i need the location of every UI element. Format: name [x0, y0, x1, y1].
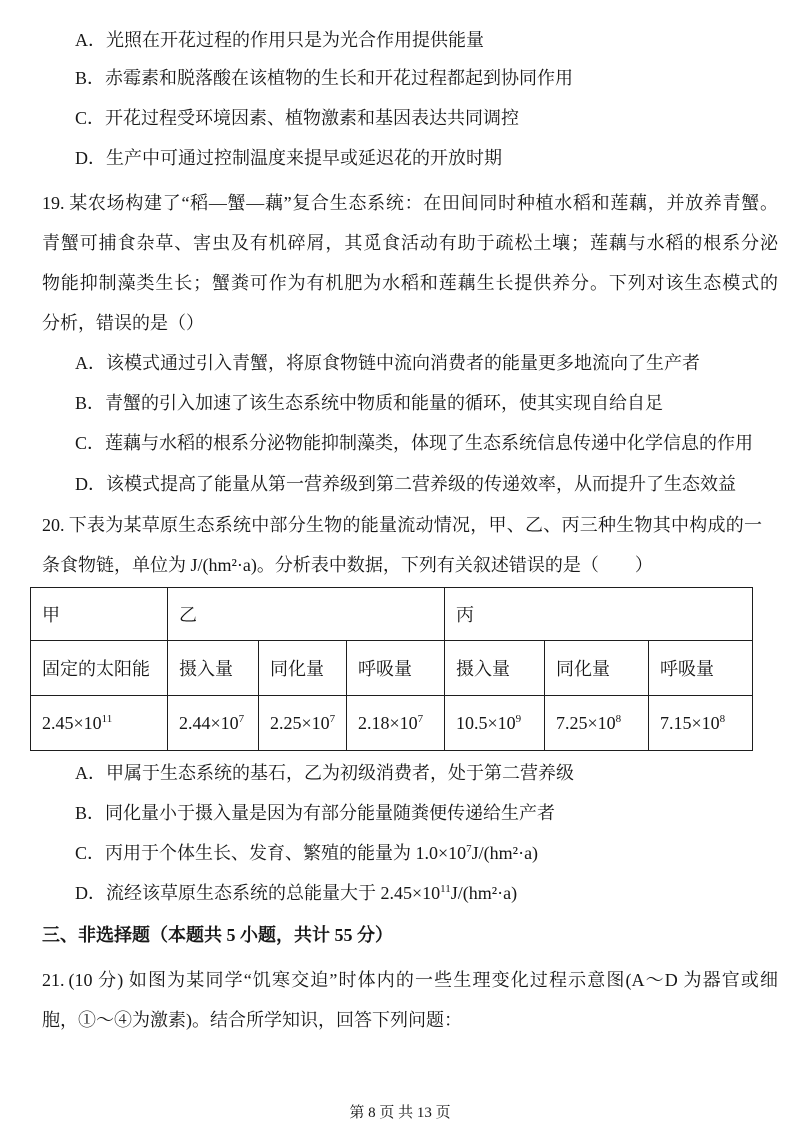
value-exponent: 8 — [615, 712, 622, 725]
option-text: 赤霉素和脱落酸在该植物的生长和开花过程都起到协同作用 — [105, 68, 574, 88]
option-text: 流经该草原生态系统的总能量大于 2.45×10 — [106, 883, 441, 903]
value-cell — [347, 696, 445, 751]
option-label: B． — [75, 803, 106, 823]
stem-text: 下表为某草原生态系统中部分生物的能量流动情况，甲、乙、丙三种生物其中构成的一 — [68, 515, 762, 535]
option-text: 同化量小于摄入量是因为有部分能量随粪便传递给生产者 — [105, 803, 556, 823]
stem-text: 胞，①～④为激素)。结合所学知识，回答下列问题： — [42, 1010, 462, 1030]
energy-flow-table — [30, 587, 753, 751]
value-base: 10.5×10 — [456, 712, 516, 733]
q19-stem-line-2 — [42, 230, 778, 256]
value-cell — [649, 696, 753, 751]
section-heading: 三、非选择题（本题共 5 小题，共计 55 分） — [42, 925, 393, 945]
stem-text: 青蟹可捕食杂草、害虫及有机碎屑，其觅食活动有助于疏松土壤；莲藕与水稻的根系分泌 — [42, 233, 778, 253]
value-exponent: 7 — [238, 712, 245, 725]
option-exponent: 7 — [466, 843, 472, 855]
table-header-row-columns — [31, 641, 753, 696]
option-label: A． — [75, 353, 106, 373]
q19-option-b — [75, 390, 663, 416]
option-text: 生产中可通过控制温度来提早或延迟花的开放时期 — [106, 148, 502, 168]
option-text: 甲属于生态系统的基石，乙为初级消费者，处于第二营养级 — [106, 763, 574, 783]
q21-stem-line-1 — [42, 967, 778, 993]
stem-text: 分析，错误的是（） — [42, 313, 204, 333]
value-base: 7.25×10 — [556, 712, 616, 733]
q20-stem-line-1 — [42, 512, 762, 538]
option-label: C． — [75, 433, 106, 453]
option-text: 该模式通过引入青蟹，将原食物链中流向消费者的能量更多地流向了生产者 — [106, 353, 700, 373]
q20-option-c — [75, 840, 538, 866]
q18-option-b — [75, 65, 573, 91]
option-unit: J/(hm²·a) — [450, 883, 518, 903]
column-header: 摄入量 — [168, 641, 259, 696]
q20-option-d — [75, 880, 517, 906]
stem-text: 某农场构建了“稻—蟹—藕”复合生态系统：在田间同时种植水稻和莲藕，并放养青蟹。 — [68, 193, 778, 213]
stem-text: 条食物链，单位为 J/(hm²·a)。分析表中数据，下列有关叙述错误的是（ ） — [42, 555, 653, 575]
option-label: D． — [75, 474, 106, 494]
option-exponent: 11 — [440, 883, 451, 895]
q19-stem-line-4 — [42, 310, 204, 336]
option-text: 光照在开花过程的作用只是为光合作用提供能量 — [106, 30, 484, 50]
table-header-row-groups — [31, 588, 753, 641]
value-exponent: 11 — [101, 712, 113, 725]
option-text: 该模式提高了能量从第一营养级到第二营养级的传递效率，从而提升了生态效益 — [106, 474, 736, 494]
column-header: 固定的太阳能 — [31, 641, 168, 696]
column-header: 同化量 — [259, 641, 347, 696]
value-cell — [445, 696, 545, 751]
q19-stem-line-3 — [42, 270, 778, 296]
option-text: 丙用于个体生长、发育、繁殖的能量为 1.0×10 — [105, 843, 467, 863]
q19-option-a — [75, 350, 700, 376]
value-exponent: 8 — [719, 712, 726, 725]
value-base: 2.44×10 — [179, 712, 239, 733]
q18-option-a — [75, 27, 484, 53]
value-base: 2.45×10 — [42, 712, 102, 733]
column-header: 同化量 — [545, 641, 649, 696]
value-exponent: 9 — [515, 712, 522, 725]
group-header-bing: 丙 — [445, 588, 753, 641]
option-label: A． — [75, 763, 106, 783]
stem-text: (10 分) 如图为某同学“饥寒交迫”时体内的一些生理变化过程示意图(A～D 为器官或细 — [68, 970, 778, 990]
column-header: 呼吸量 — [347, 641, 445, 696]
value-cell — [168, 696, 259, 751]
q18-option-d — [75, 145, 502, 171]
q20-option-b — [75, 800, 555, 826]
q20-option-a — [75, 760, 574, 786]
option-label: C． — [75, 108, 106, 128]
option-label: A． — [75, 30, 106, 50]
value-cell — [259, 696, 347, 751]
value-exponent: 7 — [329, 712, 336, 725]
value-cell — [31, 696, 168, 751]
option-label: D． — [75, 148, 106, 168]
value-base: 7.15×10 — [660, 712, 720, 733]
q19-stem-line-1 — [42, 190, 778, 216]
group-header-jia: 甲 — [31, 588, 168, 641]
value-cell — [545, 696, 649, 751]
q21-stem-line-2 — [42, 1007, 462, 1033]
option-label: D． — [75, 883, 106, 903]
option-label: C． — [75, 843, 106, 863]
column-header: 摄入量 — [445, 641, 545, 696]
q19-option-c — [75, 430, 753, 456]
value-exponent: 7 — [417, 712, 424, 725]
option-unit: J/(hm²·a) — [471, 843, 539, 863]
question-number: 21. — [42, 970, 65, 990]
option-label: B． — [75, 393, 106, 413]
q20-stem-line-2 — [42, 552, 653, 578]
column-header: 呼吸量 — [649, 641, 753, 696]
page-number-footer: 第 8 页 共 13 页 — [349, 1105, 451, 1121]
question-number: 19. — [42, 193, 65, 213]
option-text: 开花过程受环境因素、植物激素和基因表达共同调控 — [105, 108, 520, 128]
option-label: B． — [75, 68, 106, 88]
option-text: 莲藕与水稻的根系分泌物能抑制藻类，体现了生态系统信息传递中化学信息的作用 — [105, 433, 754, 453]
group-header-yi: 乙 — [168, 588, 445, 641]
q19-option-d — [75, 471, 736, 497]
q18-option-c — [75, 105, 519, 131]
value-base: 2.25×10 — [270, 712, 330, 733]
table-row — [31, 696, 753, 751]
value-base: 2.18×10 — [358, 712, 418, 733]
option-text: 青蟹的引入加速了该生态系统中物质和能量的循环，使其实现自给自足 — [105, 393, 664, 413]
stem-text: 物能抑制藻类生长；蟹粪可作为有机肥为水稻和莲藕生长提供养分。下列对该生态模式的 — [42, 273, 778, 293]
question-number: 20. — [42, 515, 65, 535]
